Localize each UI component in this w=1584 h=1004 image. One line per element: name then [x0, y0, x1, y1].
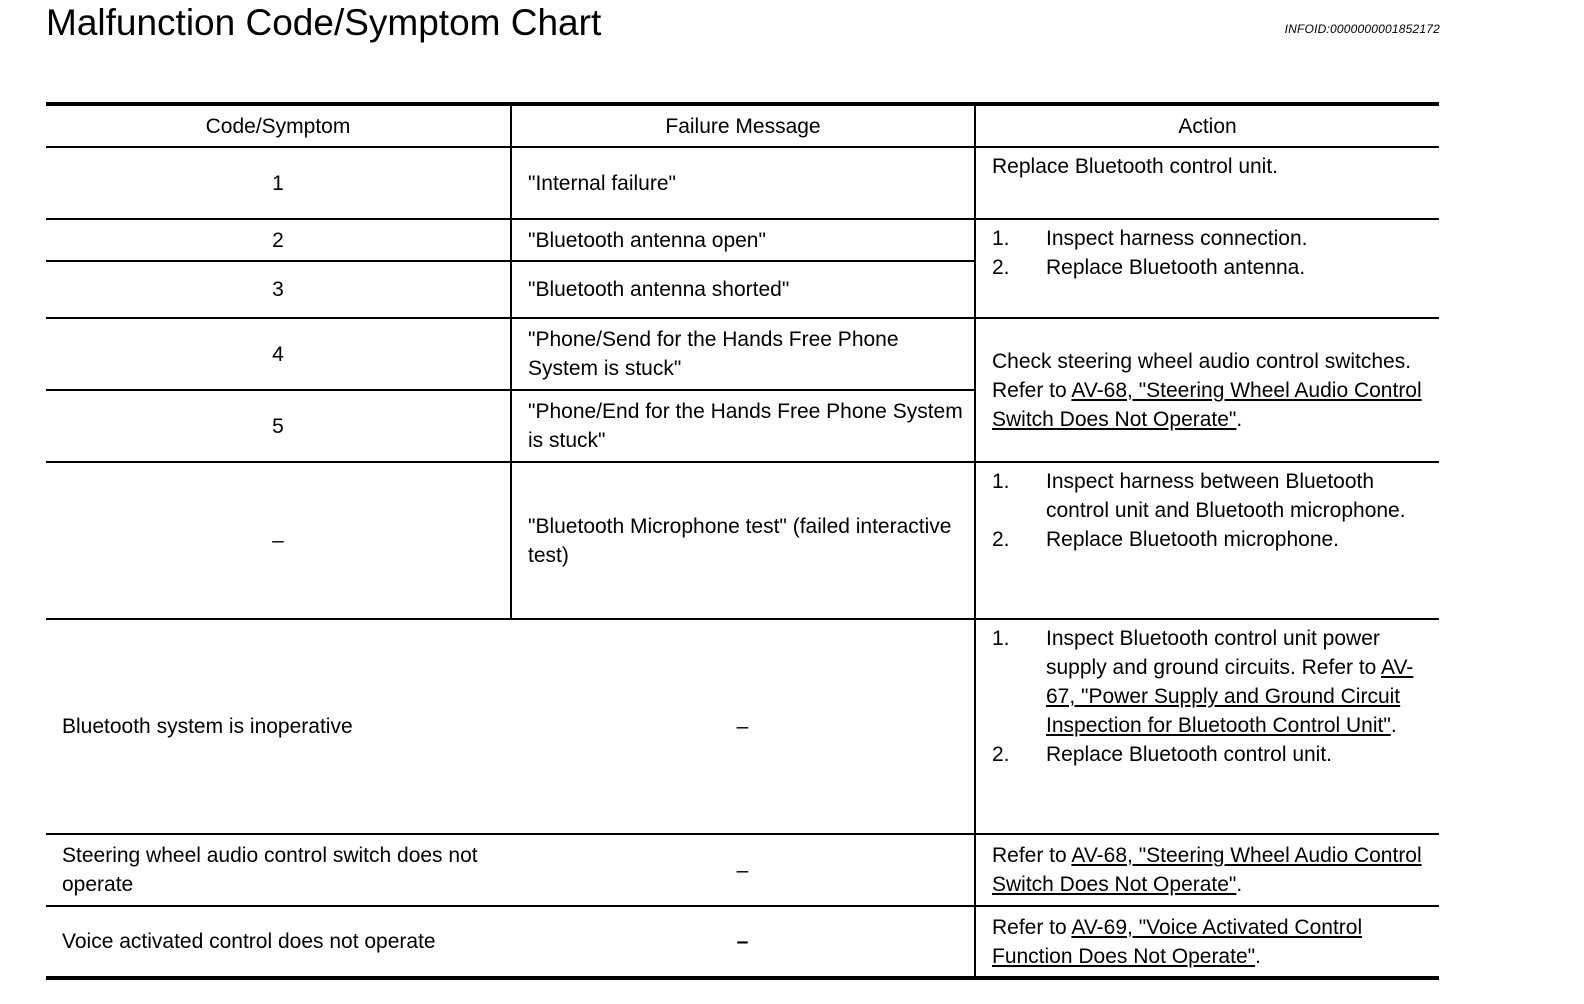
reference-link[interactable]: AV-68, "Steering Wheel Audio Control Switch Does Not Operate"	[992, 844, 1422, 896]
code-cell: 4	[46, 318, 511, 390]
action-step: 2. Replace Bluetooth antenna.	[992, 256, 1306, 279]
table-row	[46, 462, 1439, 619]
malfunction-chart-table	[46, 102, 1439, 980]
symptom-cell: Steering wheel audio control switch does not operate	[46, 834, 511, 906]
column-header-code: Code/Symptom	[46, 104, 511, 147]
symptom-cell: Bluetooth system is inoperative	[46, 619, 511, 834]
action-step: 1. Inspect harness between Bluetooth control unit and Bluetooth microphone.	[992, 470, 1406, 522]
message-cell: –	[511, 834, 975, 906]
table-row	[46, 834, 1439, 906]
action-cell	[975, 619, 1439, 834]
code-cell: 1	[46, 147, 511, 219]
action-steps	[992, 224, 1431, 282]
info-id: INFOID:0000000001852172	[1284, 22, 1440, 36]
code-cell: 3	[46, 261, 511, 318]
message-cell: "Phone/Send for the Hands Free Phone System is stuck"	[511, 318, 975, 390]
reference-link[interactable]: AV-67, "Power Supply and Ground Circuit Inspection for Bluetooth Control Unit"	[1046, 656, 1414, 737]
action-cell: Refer to AV-69, "Voice Activated Control Function Does Not Operate".	[975, 906, 1439, 978]
code-cell: 5	[46, 390, 511, 462]
action-step: 1. Inspect harness connection.	[992, 227, 1308, 250]
message-cell: –	[511, 619, 975, 834]
table-row	[46, 219, 1439, 261]
column-header-message: Failure Message	[511, 104, 975, 147]
action-cell: Refer to AV-68, "Steering Wheel Audio Control Switch Does Not Operate".	[975, 834, 1439, 906]
message-cell: "Bluetooth antenna shorted"	[511, 261, 975, 318]
action-cell	[975, 462, 1439, 619]
action-cell: Check steering wheel audio control switches. Refer to AV-68, "Steering Wheel Audio Control Switch Does Not Operate".	[975, 318, 1439, 462]
message-cell: "Internal failure"	[511, 147, 975, 219]
table-header-row	[46, 104, 1439, 147]
symptom-cell: Voice activated control does not operate	[46, 906, 511, 978]
table-row	[46, 619, 1439, 834]
page-title: Malfunction Code/Symptom Chart	[46, 2, 602, 43]
action-cell	[975, 219, 1439, 318]
table-row	[46, 147, 1439, 219]
action-step: 2. Replace Bluetooth microphone.	[992, 528, 1340, 551]
message-cell: "Bluetooth antenna open"	[511, 219, 975, 261]
message-cell: "Bluetooth Microphone test" (failed interactive test)	[511, 462, 975, 619]
reference-link[interactable]: AV-68, "Steering Wheel Audio Control Switch Does Not Operate"	[992, 378, 1422, 431]
message-cell: –	[511, 906, 975, 978]
table-row	[46, 906, 1439, 978]
code-cell: –	[46, 462, 511, 619]
reference-link[interactable]: AV-69, "Voice Activated Control Function Does Not Operate"	[992, 915, 1363, 968]
column-header-action: Action	[975, 104, 1439, 147]
action-step: 2. Replace Bluetooth control unit.	[992, 743, 1333, 766]
action-cell: Replace Bluetooth control unit.	[975, 147, 1439, 219]
action-steps	[992, 624, 1431, 769]
action-step: 1. Inspect Bluetooth control unit power supply and ground circuits. Refer to AV-67, "Power Supply and Ground Circuit Inspection for Bluetooth Control Unit".	[992, 627, 1414, 737]
code-cell: 2	[46, 219, 511, 261]
table-row	[46, 318, 1439, 390]
message-cell: "Phone/End for the Hands Free Phone System is stuck"	[511, 390, 975, 462]
action-steps	[992, 467, 1431, 554]
